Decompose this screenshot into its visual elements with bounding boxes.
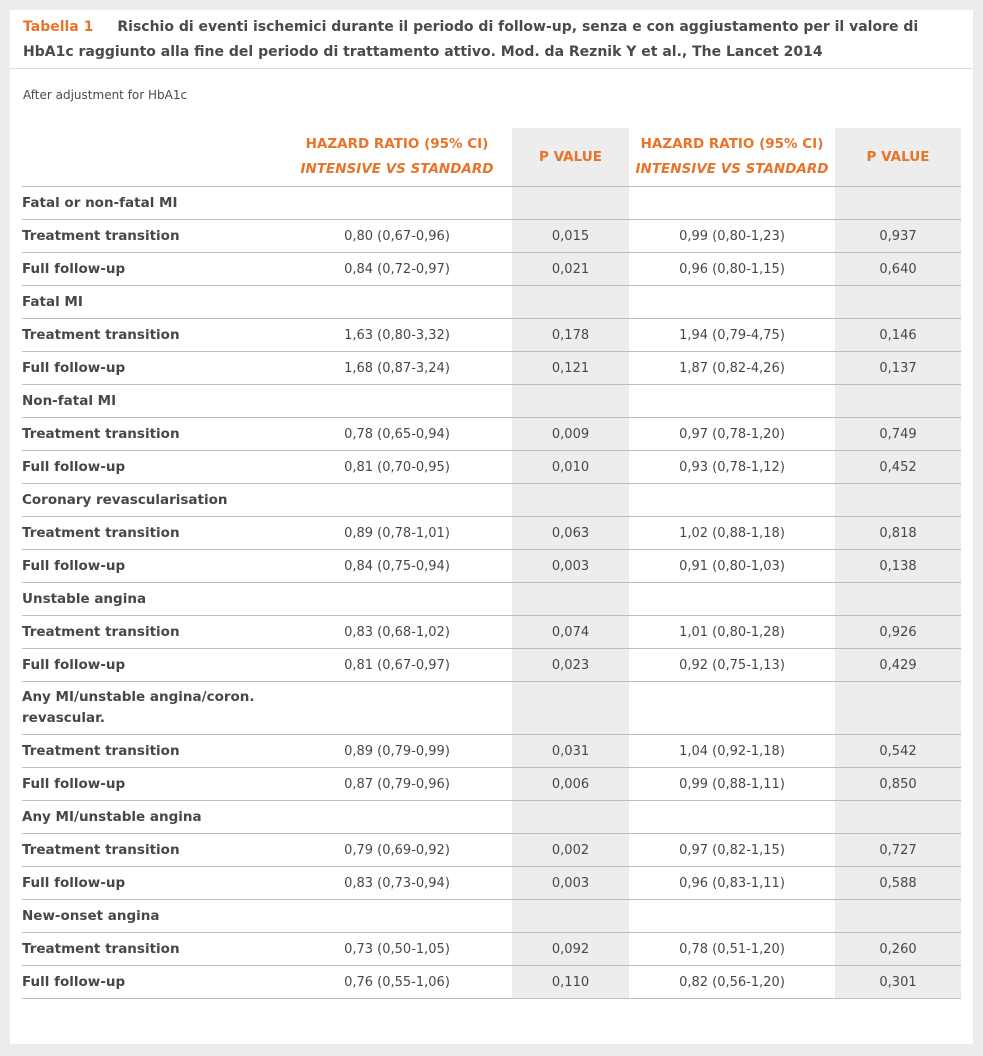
table-caption: [23, 15, 963, 65]
table-body: [22, 187, 961, 999]
table-subtitle: After adjustment for HbA1c: [23, 88, 188, 102]
empty-cell: [629, 682, 835, 735]
empty-cell: [512, 187, 629, 220]
header-hazard-ratio-2: [629, 128, 835, 187]
table-number-label: Tabella 1: [23, 19, 94, 35]
p-value-2-cell: 0,937: [835, 220, 961, 253]
hazard-ratio-2-cell: 0,92 (0,75-1,13): [629, 649, 835, 682]
hazard-ratio-1-cell: 0,84 (0,72-0,97): [282, 253, 512, 286]
p-value-1-cell: 0,121: [512, 352, 629, 385]
caption-divider: [10, 68, 973, 69]
empty-cell: [835, 583, 961, 616]
hazard-ratio-2-cell: 1,87 (0,82-4,26): [629, 352, 835, 385]
empty-cell: [512, 900, 629, 933]
table-row: [22, 834, 961, 867]
group-label: Fatal MI: [22, 286, 282, 319]
row-label: Treatment transition: [22, 933, 282, 966]
p-value-2-cell: 0,452: [835, 451, 961, 484]
hazard-ratio-2-cell: 0,97 (0,82-1,15): [629, 834, 835, 867]
group-label: Coronary revascularisation: [22, 484, 282, 517]
hazard-ratio-1-cell: 1,63 (0,80-3,32): [282, 319, 512, 352]
p-value-2-cell: 0,260: [835, 933, 961, 966]
p-value-2-cell: 0,926: [835, 616, 961, 649]
p-value-2-cell: 0,727: [835, 834, 961, 867]
empty-cell: [835, 187, 961, 220]
empty-cell: [629, 900, 835, 933]
table-row: [22, 867, 961, 900]
empty-cell: [512, 385, 629, 418]
group-header-row: [22, 286, 961, 319]
table-header-row: [22, 128, 961, 187]
p-value-2-cell: 0,138: [835, 550, 961, 583]
empty-cell: [282, 286, 512, 319]
group-header-row: [22, 682, 961, 735]
table-row: [22, 933, 961, 966]
hazard-ratio-1-cell: 0,78 (0,65-0,94): [282, 418, 512, 451]
empty-cell: [512, 583, 629, 616]
p-value-1-cell: 0,009: [512, 418, 629, 451]
header-p-value-1: P VALUE: [512, 128, 629, 187]
hazard-ratio-table: [22, 128, 961, 999]
row-label: Treatment transition: [22, 735, 282, 768]
empty-cell: [282, 187, 512, 220]
table-row: [22, 319, 961, 352]
table-row: [22, 352, 961, 385]
hazard-ratio-1-cell: 0,80 (0,67-0,96): [282, 220, 512, 253]
table-row: [22, 616, 961, 649]
p-value-1-cell: 0,023: [512, 649, 629, 682]
p-value-1-cell: 0,015: [512, 220, 629, 253]
group-label: Any MI/unstable angina/coron. revascular.: [22, 682, 282, 735]
empty-cell: [282, 801, 512, 834]
hazard-ratio-1-cell: 0,84 (0,75-0,94): [282, 550, 512, 583]
group-label: Unstable angina: [22, 583, 282, 616]
hazard-ratio-2-cell: 0,78 (0,51-1,20): [629, 933, 835, 966]
p-value-2-cell: 0,818: [835, 517, 961, 550]
empty-cell: [835, 385, 961, 418]
table-row: [22, 966, 961, 999]
row-label: Treatment transition: [22, 418, 282, 451]
p-value-2-cell: 0,146: [835, 319, 961, 352]
header-hazard-ratio-1-title: HAZARD RATIO (95% CI): [305, 136, 489, 152]
group-header-row: [22, 583, 961, 616]
row-label: Treatment transition: [22, 319, 282, 352]
table-row: [22, 550, 961, 583]
header-hazard-ratio-1: [282, 128, 512, 187]
header-hazard-ratio-2-title: HAZARD RATIO (95% CI): [640, 136, 824, 152]
p-value-2-cell: 0,850: [835, 768, 961, 801]
empty-cell: [835, 286, 961, 319]
p-value-2-cell: 0,542: [835, 735, 961, 768]
p-value-2-cell: 0,301: [835, 966, 961, 999]
table-row: [22, 451, 961, 484]
empty-cell: [512, 484, 629, 517]
hazard-ratio-1-cell: 0,89 (0,79-0,99): [282, 735, 512, 768]
empty-cell: [835, 900, 961, 933]
empty-cell: [282, 385, 512, 418]
hazard-ratio-2-cell: 1,04 (0,92-1,18): [629, 735, 835, 768]
header-hazard-ratio-2-subtitle: INTENSIVE VS STANDARD: [635, 161, 829, 177]
hazard-ratio-1-cell: 0,73 (0,50-1,05): [282, 933, 512, 966]
p-value-1-cell: 0,010: [512, 451, 629, 484]
row-label: Treatment transition: [22, 834, 282, 867]
empty-cell: [629, 286, 835, 319]
empty-cell: [629, 583, 835, 616]
row-label: Treatment transition: [22, 517, 282, 550]
hazard-ratio-2-cell: 0,99 (0,80-1,23): [629, 220, 835, 253]
p-value-2-cell: 0,749: [835, 418, 961, 451]
empty-cell: [629, 385, 835, 418]
table-row: [22, 735, 961, 768]
empty-cell: [835, 682, 961, 735]
p-value-2-cell: 0,588: [835, 867, 961, 900]
row-label: Full follow-up: [22, 352, 282, 385]
p-value-2-cell: 0,429: [835, 649, 961, 682]
table-row: [22, 517, 961, 550]
row-label: Treatment transition: [22, 616, 282, 649]
row-label: Full follow-up: [22, 966, 282, 999]
header-outcome: [22, 128, 282, 187]
group-label: Non-fatal MI: [22, 385, 282, 418]
hazard-ratio-1-cell: 0,76 (0,55-1,06): [282, 966, 512, 999]
hazard-ratio-1-cell: 0,83 (0,73-0,94): [282, 867, 512, 900]
table-row: [22, 649, 961, 682]
p-value-1-cell: 0,002: [512, 834, 629, 867]
empty-cell: [629, 484, 835, 517]
hazard-ratio-1-cell: 0,87 (0,79-0,96): [282, 768, 512, 801]
p-value-1-cell: 0,003: [512, 867, 629, 900]
table-row: [22, 220, 961, 253]
row-label: Full follow-up: [22, 550, 282, 583]
hazard-ratio-1-cell: 0,79 (0,69-0,92): [282, 834, 512, 867]
group-header-row: [22, 187, 961, 220]
empty-cell: [282, 900, 512, 933]
empty-cell: [512, 682, 629, 735]
p-value-1-cell: 0,003: [512, 550, 629, 583]
group-label: New-onset angina: [22, 900, 282, 933]
empty-cell: [835, 484, 961, 517]
hazard-ratio-1-cell: 1,68 (0,87-3,24): [282, 352, 512, 385]
hazard-ratio-2-cell: 0,96 (0,80-1,15): [629, 253, 835, 286]
row-label: Full follow-up: [22, 649, 282, 682]
p-value-1-cell: 0,006: [512, 768, 629, 801]
hazard-ratio-2-cell: 0,93 (0,78-1,12): [629, 451, 835, 484]
group-header-row: [22, 900, 961, 933]
empty-cell: [512, 801, 629, 834]
empty-cell: [282, 484, 512, 517]
p-value-1-cell: 0,021: [512, 253, 629, 286]
hazard-ratio-2-cell: 0,97 (0,78-1,20): [629, 418, 835, 451]
empty-cell: [282, 682, 512, 735]
group-header-row: [22, 801, 961, 834]
hazard-ratio-2-cell: 1,02 (0,88-1,18): [629, 517, 835, 550]
empty-cell: [629, 187, 835, 220]
p-value-1-cell: 0,031: [512, 735, 629, 768]
p-value-1-cell: 0,063: [512, 517, 629, 550]
table-row: [22, 253, 961, 286]
p-value-1-cell: 0,074: [512, 616, 629, 649]
hazard-ratio-2-cell: 0,82 (0,56-1,20): [629, 966, 835, 999]
table-row: [22, 418, 961, 451]
p-value-2-cell: 0,640: [835, 253, 961, 286]
row-label: Treatment transition: [22, 220, 282, 253]
header-hazard-ratio-1-subtitle: INTENSIVE VS STANDARD: [300, 161, 494, 177]
table-card: [10, 10, 973, 1044]
hazard-ratio-1-cell: 0,83 (0,68-1,02): [282, 616, 512, 649]
empty-cell: [282, 583, 512, 616]
empty-cell: [512, 286, 629, 319]
hazard-ratio-1-cell: 0,81 (0,67-0,97): [282, 649, 512, 682]
table-row: [22, 768, 961, 801]
p-value-1-cell: 0,110: [512, 966, 629, 999]
hazard-ratio-2-cell: 1,94 (0,79-4,75): [629, 319, 835, 352]
header-p-value-2: P VALUE: [835, 128, 961, 187]
hazard-ratio-2-cell: 0,91 (0,80-1,03): [629, 550, 835, 583]
group-header-row: [22, 385, 961, 418]
p-value-1-cell: 0,092: [512, 933, 629, 966]
hazard-ratio-2-cell: 0,96 (0,83-1,11): [629, 867, 835, 900]
p-value-1-cell: 0,178: [512, 319, 629, 352]
p-value-2-cell: 0,137: [835, 352, 961, 385]
row-label: Full follow-up: [22, 768, 282, 801]
group-header-row: [22, 484, 961, 517]
table-caption-text: Rischio di eventi ischemici durante il periodo di follow-up, senza e con aggiustamento per il valore di HbA1c raggiunto alla fine del periodo di trattamento attivo. Mod. da Reznik Y et al., The Lancet 2014: [23, 19, 919, 60]
row-label: Full follow-up: [22, 253, 282, 286]
group-label: Fatal or non-fatal MI: [22, 187, 282, 220]
row-label: Full follow-up: [22, 451, 282, 484]
empty-cell: [835, 801, 961, 834]
row-label: Full follow-up: [22, 867, 282, 900]
empty-cell: [629, 801, 835, 834]
hazard-ratio-2-cell: 1,01 (0,80-1,28): [629, 616, 835, 649]
hazard-ratio-1-cell: 0,89 (0,78-1,01): [282, 517, 512, 550]
group-label: Any MI/unstable angina: [22, 801, 282, 834]
hazard-ratio-2-cell: 0,99 (0,88-1,11): [629, 768, 835, 801]
hazard-ratio-1-cell: 0,81 (0,70-0,95): [282, 451, 512, 484]
